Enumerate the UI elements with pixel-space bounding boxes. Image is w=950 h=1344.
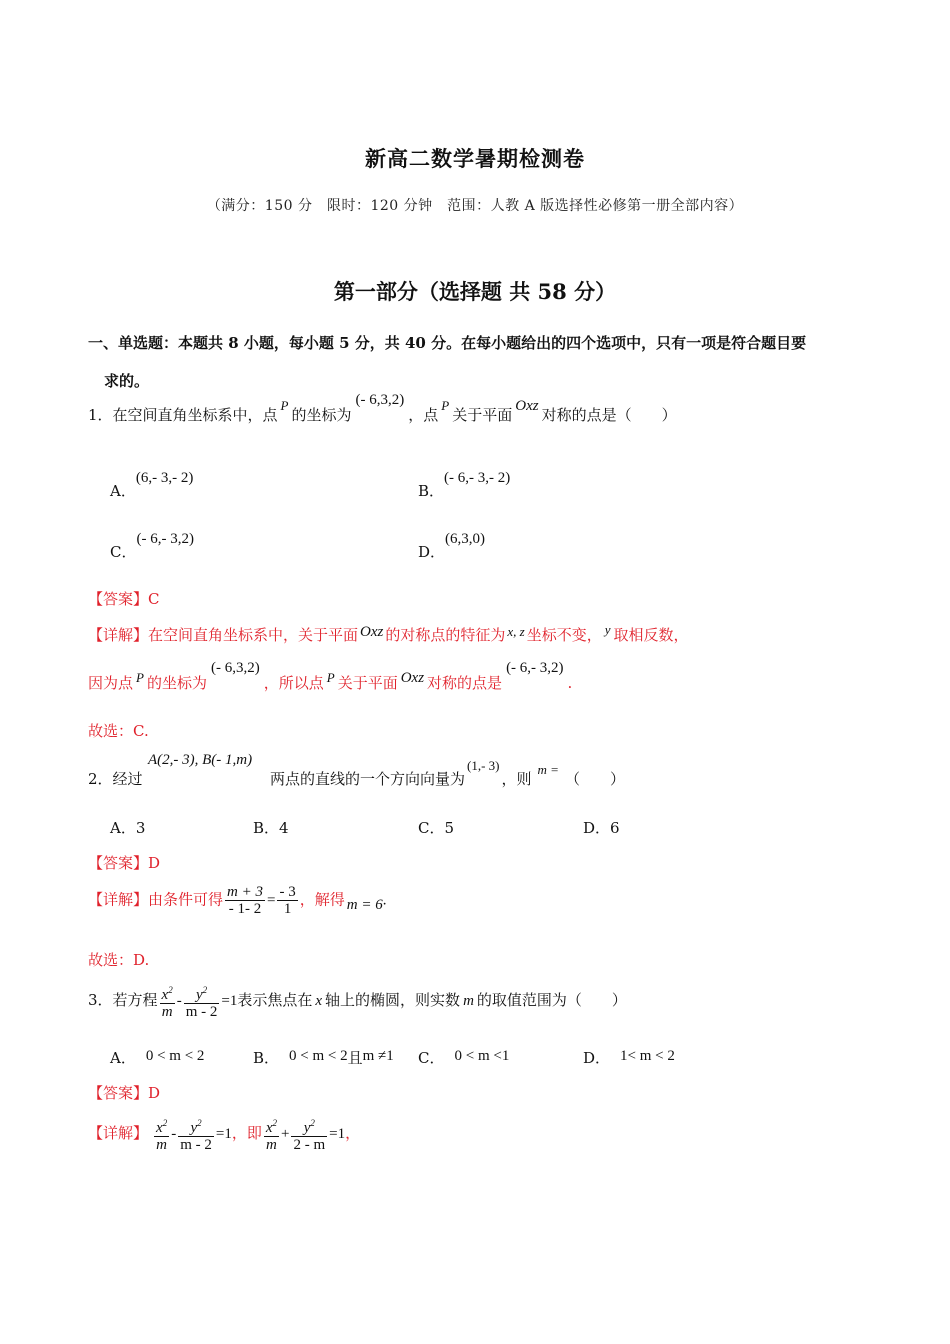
q3-answer-label: 【答案】 (88, 1084, 149, 1102)
q1-detail-xz: x, z (507, 624, 525, 639)
q1-text-mid3: 关于平面 (452, 406, 513, 424)
q3-d-frac4-num-wrap (291, 1115, 327, 1137)
q2-answer (88, 852, 160, 873)
q1-detail-line2 (88, 660, 573, 693)
page-title: 新高二数学暑期检测卷 (365, 146, 585, 171)
q1-option-b-label: B． (418, 482, 445, 500)
q3-option-d-label: D． (583, 1049, 611, 1067)
q3-d-frac4-exp: 2 (310, 1118, 315, 1128)
q3-option-b-value: 0 < m < 2 (289, 1048, 348, 1064)
q3-text-a: 表示焦点在 (237, 991, 313, 1009)
q3-frac2-num-wrap (184, 982, 220, 1004)
q2-answer-value: D (148, 854, 161, 872)
q2-vector: (1,- 3) (467, 758, 500, 773)
q1-detail-2a: 因为点 (88, 674, 134, 692)
q3-option-a-value: 0 < m < 2 (145, 1048, 205, 1064)
q3-minus: - (176, 993, 182, 1009)
q1-text-mid2: ，点 (408, 406, 439, 424)
q3-text-c: 的取值范围为（ ） (476, 991, 627, 1009)
q3-x: x (315, 993, 323, 1009)
q1-option-b-value: (- 6,- 3,- 2) (444, 470, 511, 486)
q1-detail-p: P (136, 670, 144, 685)
q3-frac2-den: m - 2 (185, 1004, 218, 1020)
q3-detail-fraction-3 (264, 1115, 279, 1153)
q3-d-comma: ， (345, 1124, 361, 1142)
q3-d-frac2-den: m - 2 (180, 1137, 212, 1153)
q3-text-pre: 3．若方程 (88, 991, 158, 1009)
q1-detail-p-2: P (326, 670, 335, 685)
q2-detail-b: ，解得 (299, 890, 345, 909)
q1-plane: Oxz (515, 398, 539, 414)
q1-detail-2b: 的坐标为 (146, 674, 207, 692)
q3-option-c (418, 1044, 509, 1065)
q1-detail-result: (- 6,- 3,2) (506, 660, 564, 676)
page-subtitle: （满分：150 分 限时：120 分钟 范围：人教 A 版选择性必修第一册全部内容） (206, 198, 744, 214)
q1-text-pre: 1．在空间直角坐标系中，点 (88, 406, 278, 424)
q3-text-b: 轴上的椭圆，则实数 (325, 991, 461, 1009)
q2-eq: = (267, 892, 276, 909)
question-3 (88, 982, 627, 1020)
q3-d-frac4-den: 2 - m (293, 1137, 326, 1153)
q3-detail-fraction-2 (178, 1115, 214, 1153)
q1-detail-1b: 的对称点的特征为 (385, 626, 506, 644)
q3-d-eq2: =1 (329, 1126, 346, 1142)
q3-eq1: =1 (221, 993, 238, 1009)
section-intro-line2: 求的。 (104, 372, 150, 390)
q3-detail-fraction-1 (154, 1115, 169, 1153)
q1-detail-coord: (- 6,3,2) (210, 660, 260, 676)
q3-detail (88, 1115, 360, 1153)
q2-period: . (382, 892, 387, 909)
q2-detail (88, 884, 386, 917)
q1-option-a-label: A． (110, 482, 136, 500)
q2-detail-label: 【详解】 (88, 890, 149, 909)
q3-d-frac3-num-wrap (264, 1115, 279, 1137)
q2-detail-a: 由条件可得 (148, 890, 224, 909)
q2-text-mid-wrap (270, 758, 625, 789)
q1-detail-line1 (88, 624, 689, 645)
q2-frac1-num: m + 3 (227, 884, 263, 900)
q3-option-b (253, 1044, 394, 1065)
q3-d-frac2-num: y (190, 1120, 198, 1136)
q1-option-a (110, 466, 194, 500)
q2-result: m = 6 (346, 896, 383, 913)
q2-points: A(2,- 3), B(- 1,m) (148, 752, 253, 768)
q1-option-c (110, 527, 194, 561)
q1-detail-2d: 关于平面 (337, 674, 398, 692)
q1-detail-2e: 对称的点是 (427, 674, 503, 692)
q1-choose: 故选：C. (88, 722, 149, 740)
q1-point-p-2: P (441, 398, 450, 413)
q3-frac1-num: x (161, 987, 169, 1003)
q3-d-minus: - (171, 1126, 177, 1142)
q3-frac2-exp: 2 (202, 985, 208, 995)
q2-frac2-den: 1 (283, 901, 292, 917)
q2-m-eq: m = (537, 762, 559, 777)
q1-detail-plane: Oxz (360, 624, 384, 640)
q1-text-post: 对称的点是（ ） (541, 406, 677, 424)
q1-text-mid1: 的坐标为 (291, 406, 352, 424)
q3-option-b-extra: 且 (347, 1049, 363, 1067)
q3-d-frac2-num-wrap (178, 1115, 214, 1137)
q2-option-b: B．4 (253, 819, 289, 837)
q1-option-a-value: (6,- 3,- 2) (135, 470, 194, 486)
q3-option-d (583, 1044, 675, 1065)
q3-frac1-exp: 2 (168, 985, 173, 995)
q1-option-d-label: D． (418, 543, 446, 561)
q1-coord: (- 6,3,2) (355, 392, 405, 408)
q3-d-frac1-exp: 2 (162, 1118, 168, 1128)
q3-option-c-value: 0 < m <1 (454, 1048, 510, 1064)
q2-text-comma: ，则 (501, 770, 532, 788)
q1-option-c-label: C． (110, 543, 137, 561)
q3-option-c-label: C． (418, 1049, 445, 1067)
q3-frac2-num: y (195, 987, 203, 1003)
q2-choose: 故选：D. (88, 951, 150, 969)
q3-option-b-value2: m ≠1 (362, 1048, 394, 1064)
q3-option-d-value: 1< m < 2 (620, 1048, 675, 1064)
q1-detail-1d: 取相反数， (613, 626, 689, 644)
q1-detail-y: y (604, 622, 611, 637)
q3-d-frac1-num: x (156, 1120, 163, 1136)
q2-option-a: A．3 (110, 819, 146, 837)
section-intro-line1: 一、单选题：本题共 8 小题，每小题 5 分，共 40 分。在每小题给出的四个选项中，只有一项是符合题目要 (88, 334, 807, 352)
q3-d-frac1-den: m (156, 1137, 168, 1153)
q1-answer-label: 【答案】 (88, 590, 149, 608)
q1-option-d (418, 527, 486, 561)
question-2 (88, 768, 143, 789)
q3-detail-fraction-4 (291, 1115, 327, 1153)
q1-detail-plane-2: Oxz (400, 670, 425, 686)
q2-text-pre: 2．经过 (88, 770, 143, 788)
part-title: 第一部分（选择题 共 58 分） (333, 279, 617, 304)
q2-fraction-2 (277, 884, 297, 917)
q3-d-frac2-exp: 2 (197, 1118, 202, 1128)
q3-frac1-den: m (161, 1004, 173, 1020)
q1-detail-label: 【详解】 (88, 626, 149, 644)
q1-option-c-value: (- 6,- 3,2) (136, 531, 194, 547)
q2-text-mid: 两点的直线的一个方向向量为 (270, 770, 466, 788)
q2-frac1-den: - 1- 2 (228, 901, 262, 917)
q3-d-ie: ，即 (231, 1124, 262, 1142)
q3-fraction-2 (184, 982, 220, 1020)
q3-answer (88, 1082, 160, 1103)
q3-d-frac3-den: m (266, 1137, 277, 1153)
q3-fraction-1 (160, 982, 175, 1020)
q3-option-b-label: B． (253, 1049, 280, 1067)
q1-detail-2c: ，所以点 (263, 674, 324, 692)
q2-frac2-num: - 3 (279, 884, 296, 900)
q2-option-d: D．6 (583, 819, 620, 837)
q2-fraction-1 (225, 884, 265, 917)
q3-option-a (110, 1044, 204, 1065)
q3-detail-label: 【详解】 (88, 1124, 149, 1142)
q1-detail-1a: 在空间直角坐标系中，关于平面 (148, 626, 359, 644)
q3-d-plus: + (281, 1126, 290, 1142)
q1-detail-period: . (567, 674, 573, 692)
q3-m: m (463, 993, 474, 1009)
q1-answer-value: C (148, 590, 160, 608)
q2-option-c: C．5 (418, 819, 455, 837)
q2-answer-label: 【答案】 (88, 854, 149, 872)
q2-text-post: （ ） (564, 770, 625, 788)
q1-point-p: P (280, 398, 289, 413)
q3-answer-value: D (148, 1084, 161, 1102)
q1-option-b (418, 466, 511, 500)
q1-answer (88, 588, 160, 609)
q3-frac1-num-wrap (160, 982, 175, 1004)
q1-option-d-value: (6,3,0) (445, 531, 486, 547)
q3-d-frac3-exp: 2 (272, 1118, 278, 1128)
q3-option-a-label: A． (110, 1049, 136, 1067)
q3-d-eq1: =1 (215, 1126, 232, 1142)
q1-detail-1c: 坐标不变， (526, 626, 602, 644)
q3-d-frac4-num: y (303, 1120, 311, 1136)
q3-d-frac3-num: x (265, 1120, 273, 1136)
question-1 (88, 392, 677, 425)
q3-d-frac1-num-wrap (154, 1115, 169, 1137)
